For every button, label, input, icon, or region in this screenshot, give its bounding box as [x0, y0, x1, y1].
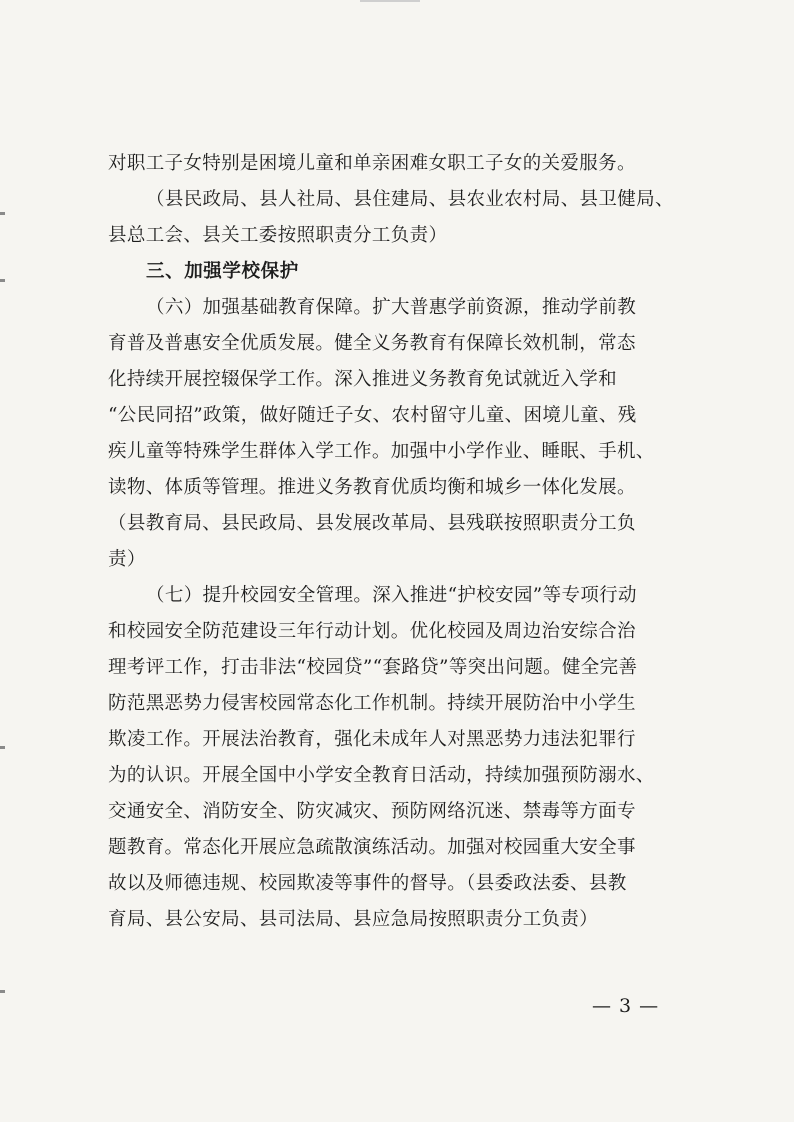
- binding-hole-mark: [0, 212, 5, 215]
- body-line: 读物、体质等管理。推进义务教育优质均衡和城乡一体化发展。: [108, 477, 636, 498]
- body-line: 题教育。常态化开展应急疏散演练活动。加强对校园重大安全事: [108, 837, 636, 858]
- body-line: 育局、县公安局、县司法局、县应急局按照职责分工负责）: [108, 909, 599, 930]
- body-line: 为的认识。开展全国中小学安全教育日活动，持续加强预防溺水、: [108, 765, 655, 786]
- body-line: 责）: [108, 549, 146, 570]
- body-line: 防范黑恶势力侵害校园常态化工作机制。持续开展防治中小学生: [108, 693, 636, 714]
- paragraph-start-line: （六）加强基础教育保障。扩大普惠学前资源，推动学前教: [146, 297, 637, 318]
- body-line: 理考评工作，打击非法“校园贷”“套路贷”等突出问题。健全完善: [108, 657, 638, 678]
- body-line: 欺凌工作。开展法治教育，强化未成年人对黑恶势力违法犯罪行: [108, 729, 636, 750]
- binding-hole-mark: [0, 279, 5, 282]
- document-body: [108, 146, 683, 938]
- scan-artifact-top: [360, 0, 420, 2]
- binding-hole-mark: [0, 746, 5, 749]
- body-line: 对职工子女特别是困境儿童和单亲困难女职工子女的关爱服务。: [108, 153, 636, 174]
- section-heading: 三、加强学校保护: [146, 261, 299, 282]
- body-line: （县教育局、县民政局、县发展改革局、县残联按照职责分工负: [108, 513, 636, 534]
- body-line: 和校园安全防范建设三年行动计划。优化校园及周边治安综合治: [108, 621, 636, 642]
- paragraph-start-line: （七）提升校园安全管理。深入推进“护校安园”等专项行动: [146, 585, 637, 606]
- body-line: 疾儿童等特殊学生群体入学工作。加强中小学作业、睡眠、手机、: [108, 441, 655, 462]
- body-line: 故以及师德违规、校园欺凌等事件的督导。（县委政法委、县教: [108, 873, 627, 894]
- binding-hole-mark: [0, 990, 5, 993]
- body-line: 育普及普惠安全优质发展。健全义务教育有保障长效机制，常态: [108, 333, 636, 354]
- body-line: 化持续开展控辍保学工作。深入推进义务教育免试就近入学和: [108, 369, 617, 390]
- body-line: 县总工会、县关工委按照职责分工负责）: [108, 225, 448, 246]
- body-line: “公民同招”政策，做好随迁子女、农村留守儿童、困境儿童、残: [108, 405, 637, 426]
- page-number: — 3 —: [592, 995, 660, 1017]
- body-line: （县民政局、县人社局、县住建局、县农业农村局、县卫健局、: [146, 189, 674, 210]
- body-line: 交通安全、消防安全、防灾减灾、预防网络沉迷、禁毒等方面专: [108, 801, 636, 822]
